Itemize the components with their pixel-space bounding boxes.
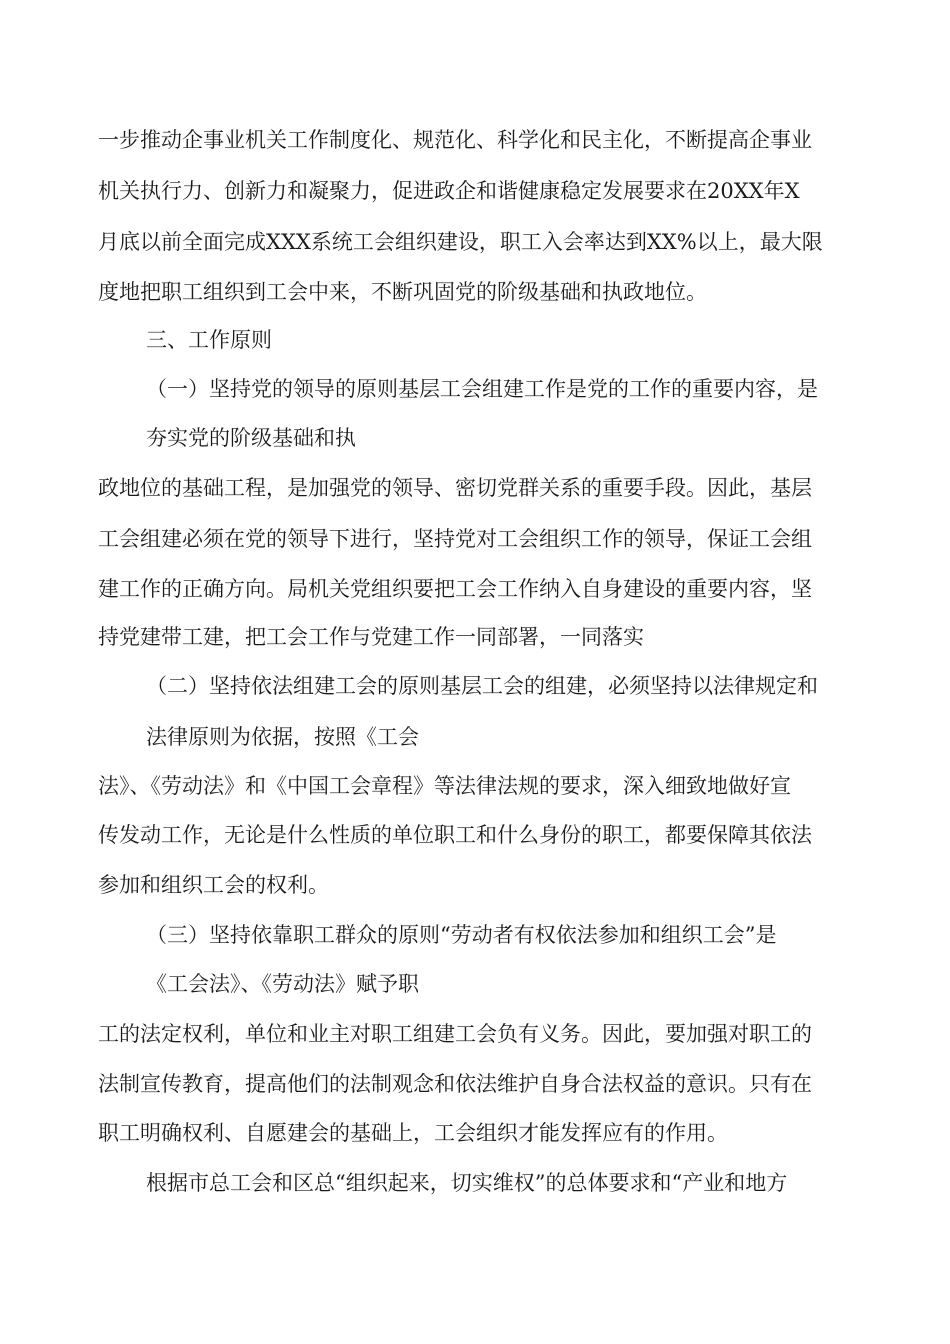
text-line-15: 传发动工作，无论是什么性质的单位职工和什么身份的职工，都要保障其依法 <box>98 823 812 847</box>
text-line-14: 法》、《劳动法》和《中国工会章程》等法律法规的要求，深入细致地做好宣 <box>98 774 791 798</box>
text-line-8: 政地位的基础工程，是加强党的领导、密切党群关系的重要手段。因此，基层 <box>98 476 812 500</box>
text-line-6: （一）坚持党的领导的原则基层工会组建工作是党的工作的重要内容，是 <box>146 377 818 401</box>
text-line-3: 月底以前全面完成XXX系统工会组织建设，职工入会率达到XX%以上，最大限 <box>98 230 823 254</box>
text-line-20: 法制宣传教育，提高他们的法制观念和依法维护自身合法权益的意识。只有在 <box>98 1072 812 1096</box>
text-line-16: 参加和组织工会的权利。 <box>98 873 329 897</box>
text-line-22: 根据市总工会和区总“组织起来，切实维权”的总体要求和“产业和地方 <box>146 1171 788 1195</box>
text-line-7: 夯实党的阶级基础和执 <box>146 426 356 450</box>
text-line-17: （三）坚持依靠职工群众的原则“劳动者有权依法参加和组织工会”是 <box>146 923 777 947</box>
section-heading: 三、工作原则 <box>146 328 272 352</box>
text-line-4: 度地把职工组织到工会中来，不断巩固党的阶级基础和执政地位。 <box>98 280 707 304</box>
text-line-21: 职工明确权利、自愿建会的基础上，工会组织才能发挥应有的作用。 <box>98 1121 728 1145</box>
text-line-18: 《工会法》、《劳动法》赋予职 <box>146 972 419 996</box>
text-line-19: 工的法定权利，单位和业主对职工组建工会负有义务。因此，要加强对职工的 <box>98 1022 812 1046</box>
text-line-12: （二）坚持依法组建工会的原则基层工会的组建，必须坚持以法律规定和 <box>146 674 818 698</box>
text-line-13: 法律原则为依据，按照《工会 <box>146 725 419 749</box>
text-line-10: 建工作的正确方向。局机关党组织要把工会工作纳入自身建设的重要内容，坚 <box>98 577 812 601</box>
text-line-11: 持党建带工建，把工会工作与党建工作一同部署，一同落实 <box>98 625 644 649</box>
text-line-2: 机关执行力、创新力和凝聚力，促进政企和谐健康稳定发展要求在20XX年X <box>98 179 800 203</box>
text-line-1: 一步推动企事业机关工作制度化、规范化、科学化和民主化，不断提高企事业 <box>98 128 812 152</box>
text-line-9: 工会组建必须在党的领导下进行，坚持党对工会组织工作的领导，保证工会组 <box>98 527 812 551</box>
